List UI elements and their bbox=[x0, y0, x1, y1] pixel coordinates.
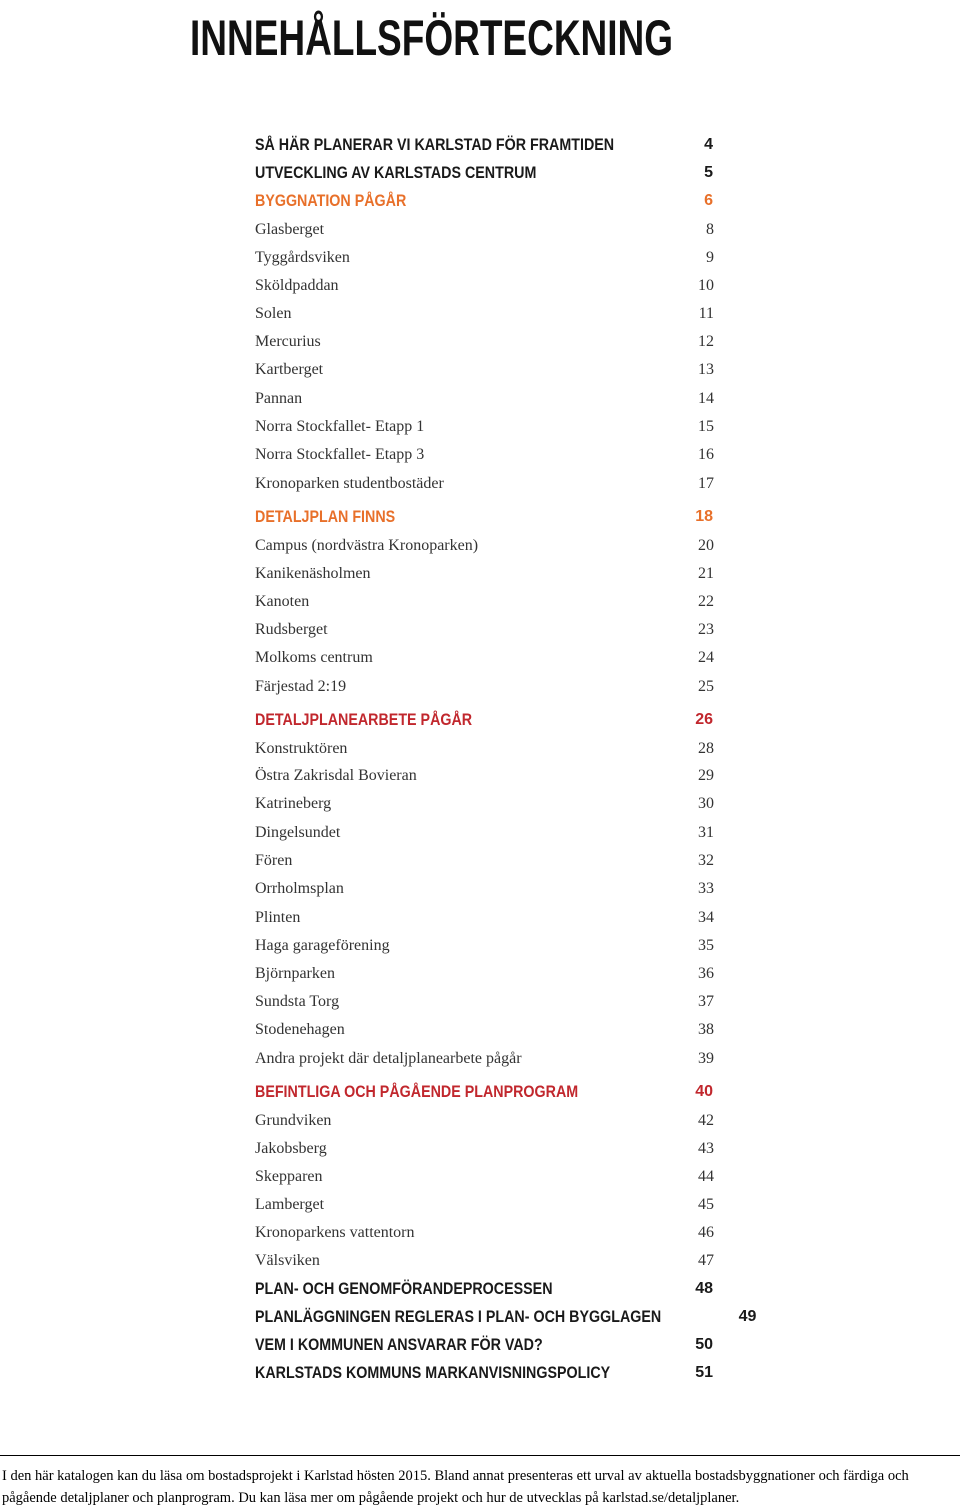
toc-label: Östra Zakrisdal Bovieran bbox=[255, 767, 417, 784]
toc-page-number: 16 bbox=[698, 446, 714, 463]
toc-label: Dingelsundet bbox=[255, 824, 341, 841]
toc-page-number: 40 bbox=[695, 1083, 713, 1100]
toc-section-heading bbox=[255, 505, 715, 529]
toc-entry bbox=[255, 1221, 715, 1245]
toc-entry bbox=[255, 302, 715, 326]
toc-label: BEFINTLIGA OCH PÅGÅENDE PLANPROGRAM bbox=[255, 1082, 579, 1101]
toc-entry bbox=[255, 1018, 715, 1042]
toc-page-number: 22 bbox=[698, 593, 714, 610]
toc-label: Norra Stockfallet- Etapp 1 bbox=[255, 418, 425, 435]
toc-label: UTVECKLING AV KARLSTADS CENTRUM bbox=[255, 163, 537, 182]
toc-label: PLANLÄGGNINGEN REGLERAS I PLAN- OCH BYGGLAGEN bbox=[255, 1307, 662, 1326]
toc-entry bbox=[255, 646, 715, 670]
toc-entry bbox=[255, 618, 715, 642]
toc-entry bbox=[255, 472, 715, 496]
toc-page-number: 44 bbox=[698, 1168, 714, 1185]
toc-entry bbox=[255, 562, 715, 586]
toc-page-number: 48 bbox=[695, 1280, 713, 1297]
toc-page-number: 14 bbox=[698, 390, 714, 407]
toc-page-number: 36 bbox=[698, 965, 714, 982]
toc-entry bbox=[255, 737, 715, 761]
toc-label: Rudsberget bbox=[255, 621, 328, 638]
toc-section-heading bbox=[255, 161, 715, 185]
toc-entry bbox=[255, 934, 715, 958]
toc-label: DETALJPLANEARBETE PÅGÅR bbox=[255, 710, 473, 729]
toc-page-number: 50 bbox=[695, 1336, 713, 1353]
toc-label: Färjestad 2:19 bbox=[255, 678, 347, 695]
toc-entry bbox=[255, 218, 715, 242]
toc-label: Haga garageförening bbox=[255, 937, 390, 954]
toc-page-number: 35 bbox=[698, 937, 714, 954]
toc-label: Campus (nordvästra Kronoparken) bbox=[255, 537, 479, 554]
toc-entry bbox=[255, 962, 715, 986]
toc-label: Andra projekt där detaljplanearbete pågår bbox=[255, 1050, 522, 1067]
toc-entry bbox=[255, 764, 715, 788]
toc-page-number: 25 bbox=[698, 678, 714, 695]
toc-entry bbox=[255, 675, 715, 699]
toc-section-heading bbox=[255, 708, 715, 732]
toc-label: Tyggårdsviken bbox=[255, 249, 350, 266]
toc-label: Kartberget bbox=[255, 361, 324, 378]
toc-entry bbox=[255, 849, 715, 873]
toc-entry bbox=[255, 246, 715, 270]
toc-page-number: 9 bbox=[706, 249, 714, 266]
toc-page-number: 21 bbox=[698, 565, 714, 582]
toc-page-number: 49 bbox=[738, 1308, 757, 1325]
toc-label: Konstruktören bbox=[255, 740, 348, 757]
toc-label: PLAN- OCH GENOMFÖRANDEPROCESSEN bbox=[255, 1279, 553, 1298]
toc-section-heading bbox=[255, 133, 715, 157]
toc-entry bbox=[255, 1047, 715, 1071]
toc-entry bbox=[255, 906, 715, 930]
toc-entry bbox=[255, 1193, 715, 1217]
toc-label: Skepparen bbox=[255, 1168, 323, 1185]
toc-entry bbox=[255, 1137, 715, 1161]
toc-label: Kanikenäsholmen bbox=[255, 565, 371, 582]
toc-page-number: 10 bbox=[698, 277, 714, 294]
toc-page-number: 5 bbox=[704, 164, 713, 181]
toc-entry bbox=[255, 990, 715, 1014]
toc-page-number: 32 bbox=[698, 852, 714, 869]
toc-entry bbox=[255, 534, 715, 558]
toc-page-number: 11 bbox=[698, 305, 714, 322]
toc-label: SÅ HÄR PLANERAR VI KARLSTAD FÖR FRAMTIDEN bbox=[255, 135, 615, 154]
toc-page-number: 8 bbox=[706, 221, 714, 238]
toc-page-number: 30 bbox=[698, 795, 714, 812]
toc-label: Björnparken bbox=[255, 965, 335, 982]
toc-label: Pannan bbox=[255, 390, 303, 407]
toc-entry bbox=[255, 1249, 715, 1273]
toc-page-number: 26 bbox=[695, 711, 713, 728]
toc-page-number: 47 bbox=[698, 1252, 714, 1269]
toc-page-number: 51 bbox=[695, 1364, 713, 1381]
toc-entry bbox=[255, 821, 715, 845]
toc-page-number: 42 bbox=[698, 1112, 714, 1129]
toc-label: Sköldpaddan bbox=[255, 277, 339, 294]
toc-label: Plinten bbox=[255, 909, 301, 926]
toc-entry bbox=[255, 387, 715, 411]
toc-page-number: 33 bbox=[698, 880, 714, 897]
toc-entry bbox=[255, 877, 715, 901]
footer-text: I den här katalogen kan du läsa om bostadsprojekt i Karlstad hösten 2015. Bland annat presenteras ett urval av aktuella bostadsbyggnationer och färdiga och pågående detaljplaner och planprogram. Du kan läsa mer om pågående projekt och hur de utvecklas på karlstad.se/detaljplaner. bbox=[2, 1468, 909, 1506]
toc-page-number: 17 bbox=[698, 475, 714, 492]
toc-entry bbox=[255, 590, 715, 614]
toc-entry bbox=[255, 1165, 715, 1189]
toc-page-number: 24 bbox=[698, 649, 714, 666]
toc-section-heading bbox=[255, 1080, 715, 1104]
toc-label: KARLSTADS KOMMUNS MARKANVISNINGSPOLICY bbox=[255, 1363, 611, 1382]
toc-page-number: 6 bbox=[704, 192, 713, 209]
toc-section-heading bbox=[255, 1361, 715, 1385]
toc-entry bbox=[255, 330, 715, 354]
toc-entry bbox=[255, 415, 715, 439]
toc-page-number: 12 bbox=[698, 333, 714, 350]
toc-label: Grundviken bbox=[255, 1112, 332, 1129]
toc-entry bbox=[255, 443, 715, 467]
toc-page-number: 31 bbox=[698, 824, 714, 841]
toc-page-number: 18 bbox=[695, 508, 713, 525]
toc-section-heading bbox=[255, 1305, 757, 1329]
page-title: INNEHÅLLSFÖRTECKNING bbox=[190, 10, 674, 66]
toc-label: BYGGNATION PÅGÅR bbox=[255, 191, 407, 210]
toc-label: Orrholmsplan bbox=[255, 880, 344, 897]
toc-label: Kronoparken studentbostäder bbox=[255, 475, 444, 492]
toc-label: Mercurius bbox=[255, 333, 321, 350]
toc-page-number: 23 bbox=[698, 621, 714, 638]
toc-entry bbox=[255, 274, 715, 298]
toc-page-number: 29 bbox=[698, 767, 714, 784]
toc-page-number: 4 bbox=[704, 136, 713, 153]
toc-label: Kanoten bbox=[255, 593, 310, 610]
toc-page-number: 15 bbox=[698, 418, 714, 435]
toc-page-number: 43 bbox=[698, 1140, 714, 1157]
footer-divider bbox=[0, 1455, 960, 1456]
toc-label: Sundsta Torg bbox=[255, 993, 340, 1010]
toc-page-number: 28 bbox=[698, 740, 714, 757]
toc-page-number: 39 bbox=[698, 1050, 714, 1067]
toc-page-number: 20 bbox=[698, 537, 714, 554]
toc-entry bbox=[255, 358, 715, 382]
toc-page-number: 13 bbox=[698, 361, 714, 378]
toc-label: Jakobsberg bbox=[255, 1140, 327, 1157]
toc-entry bbox=[255, 792, 715, 816]
toc-label: Solen bbox=[255, 305, 292, 322]
toc-entry bbox=[255, 1109, 715, 1133]
toc-label: Kronoparkens vattentorn bbox=[255, 1224, 415, 1241]
toc-label: Stodenehagen bbox=[255, 1021, 345, 1038]
toc-label: Katrineberg bbox=[255, 795, 332, 812]
toc-label: Lamberget bbox=[255, 1196, 325, 1213]
toc-label: Fören bbox=[255, 852, 293, 869]
toc-page-number: 37 bbox=[698, 993, 714, 1010]
toc-label: DETALJPLAN FINNS bbox=[255, 507, 396, 526]
toc-page-number: 45 bbox=[698, 1196, 714, 1213]
toc-page-number: 34 bbox=[698, 909, 714, 926]
toc-label: Norra Stockfallet- Etapp 3 bbox=[255, 446, 425, 463]
toc-label: Molkoms centrum bbox=[255, 649, 373, 666]
toc-label: VEM I KOMMUNEN ANSVARAR FÖR VAD? bbox=[255, 1335, 543, 1354]
toc-section-heading bbox=[255, 1277, 715, 1301]
toc-section-heading bbox=[255, 1333, 715, 1357]
toc-page-number: 38 bbox=[698, 1021, 714, 1038]
toc-label: Glasberget bbox=[255, 221, 325, 238]
toc-section-heading bbox=[255, 189, 715, 213]
toc-page-number: 46 bbox=[698, 1224, 714, 1241]
toc-label: Välsviken bbox=[255, 1252, 320, 1269]
